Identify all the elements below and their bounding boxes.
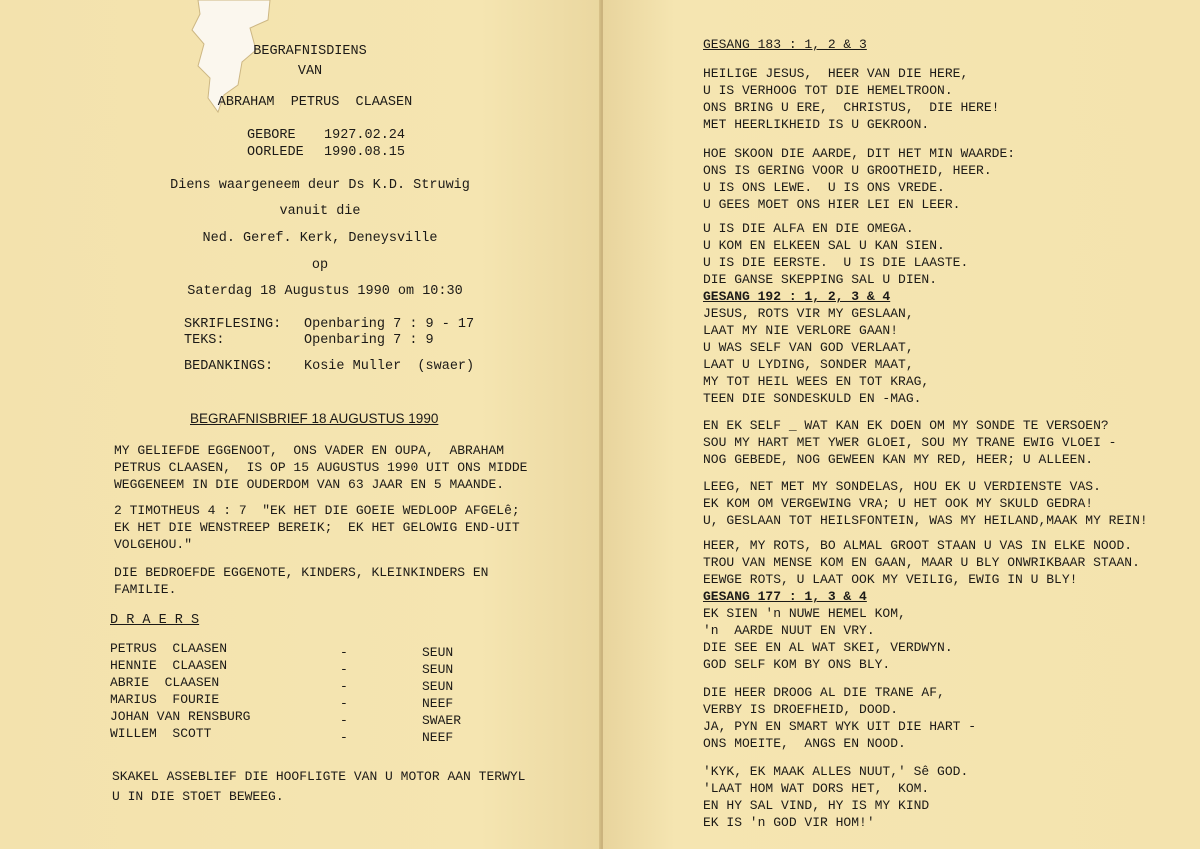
hymn-line: U KOM EN ELKEEN SAL U KAN SIEN.	[703, 238, 945, 253]
hymn-line: U IS VERHOOG TOT DIE HEMELTROON.	[703, 83, 953, 98]
hymn-line: TEEN DIE SONDESKULD EN -MAG.	[703, 391, 922, 406]
gebore-label: GEBORE	[247, 128, 296, 143]
gesang-192-heading: GESANG 192 : 1, 2, 3 & 4	[703, 289, 891, 304]
hymn-line: MY TOT HEIL WEES EN TOT KRAG,	[703, 374, 930, 389]
verse-line: EK HET DIE WENSTREEP BEREIK; EK HET GELOWIG END-UIT	[114, 520, 520, 535]
hymn-line: LAAT MY NIE VERLORE GAAN!	[703, 323, 899, 338]
right-page	[603, 0, 1200, 849]
draer-name: ABRIE CLAASEN	[110, 675, 220, 690]
brief-line: WEGGENEEM IN DIE OUDERDOM VAN 63 JAAR EN 5 MAANDE.	[114, 477, 505, 492]
draer-relation: NEEF	[422, 696, 454, 711]
deceased-name: ABRAHAM PETRUS CLAASEN	[217, 95, 413, 110]
hymn-line: U IS DIE ALFA EN DIE OMEGA.	[703, 221, 914, 236]
draer-name: PETRUS CLAASEN	[110, 641, 228, 656]
family-line: DIE BEDROEFDE EGGENOTE, KINDERS, KLEINKINDERS EN	[114, 565, 489, 580]
skriflesing-value: Openbaring 7 : 9 - 17	[304, 317, 475, 332]
hymn-line: HOE SKOON DIE AARDE, DIT HET MIN WAARDE:	[703, 146, 1016, 161]
hymn-line: U GEES MOET ONS HIER LEI EN LEER.	[703, 197, 961, 212]
service-title: BEGRAFNISDIENS	[253, 44, 367, 59]
hymn-line: EN EK SELF _ WAT KAN EK DOEN OM MY SONDE TE VERSOEN?	[703, 418, 1109, 433]
hymn-line: EK SIEN 'n NUWE HEMEL KOM,	[703, 606, 906, 621]
hymn-line: EK KOM OM VERGEWING VRA; U HET OOK MY SKULD GEDRA!	[703, 496, 1094, 511]
oorlede-label: OORLEDE	[247, 145, 304, 160]
hymn-line: DIE GANSE SKEPPING SAL U DIEN.	[703, 272, 938, 287]
gesang-177-heading: GESANG 177 : 1, 3 & 4	[703, 589, 867, 604]
hymn-line: U, GESLAAN TOT HEILSFONTEIN, WAS MY HEILAND,MAAK MY REIN!	[703, 513, 1148, 528]
hymn-line: HEER, MY ROTS, BO ALMAL GROOT STAAN U VAS IN ELKE NOOD.	[703, 538, 1133, 553]
gesang-183-heading: GESANG 183 : 1, 2 & 3	[703, 37, 867, 52]
hymn-line: TROU VAN MENSE KOM EN GAAN, MAAR U BLY ONWRIKBAAR STAAN.	[703, 555, 1140, 570]
draer-dash: -	[340, 713, 348, 728]
hymn-line: 'KYK, EK MAAK ALLES NUUT,' Sê GOD.	[703, 764, 969, 779]
draer-dash: -	[340, 645, 348, 660]
service-date: Saterdag 18 Augustus 1990 om 10:30	[187, 284, 463, 299]
hymn-line: HEILIGE JESUS, HEER VAN DIE HERE,	[703, 66, 969, 81]
verse-line: 2 TIMOTHEUS 4 : 7 "EK HET DIE GOEIE WEDLOOP AFGELê;	[114, 503, 520, 518]
oorlede-date: 1990.08.15	[324, 145, 406, 160]
brief-line: PETRUS CLAASEN, IS OP 15 AUGUSTUS 1990 UIT ONS MIDDE	[114, 460, 528, 475]
draer-dash: -	[340, 696, 348, 711]
hymn-line: EEWGE ROTS, U LAAT OOK MY VEILIG, EWIG IN U BLY!	[703, 572, 1078, 587]
draer-name: WILLEM SCOTT	[110, 726, 212, 741]
draer-name: HENNIE CLAASEN	[110, 658, 228, 673]
draer-name: MARIUS FOURIE	[110, 692, 220, 707]
hymn-line: DIE HEER DROOG AL DIE TRANE AF,	[703, 685, 945, 700]
van-line: VAN	[297, 64, 323, 79]
hymn-line: U IS ONS LEWE. U IS ONS VREDE.	[703, 180, 945, 195]
hymn-line: MET HEERLIKHEID IS U GEKROON.	[703, 117, 930, 132]
skakel-line: SKAKEL ASSEBLIEF DIE HOOFLIGTE VAN U MOTOR AAN TERWYL	[112, 769, 526, 784]
hymn-line: 'n AARDE NUUT EN VRY.	[703, 623, 875, 638]
officiant-line: Diens waargeneem deur Ds K.D. Struwig	[170, 178, 470, 193]
church-line: Ned. Geref. Kerk, Deneysville	[202, 231, 438, 246]
hymn-line: ONS IS GERING VOOR U GROOTHEID, HEER.	[703, 163, 992, 178]
hymn-line: JA, PYN EN SMART WYK UIT DIE HART -	[703, 719, 977, 734]
gebore-date: 1927.02.24	[324, 128, 406, 143]
draer-dash: -	[340, 662, 348, 677]
hymn-line: SOU MY HART MET YWER GLOEI, SOU MY TRANE EWIG VLOEI -	[703, 435, 1117, 450]
draer-name: JOHAN VAN RENSBURG	[110, 709, 251, 724]
hymn-line: U IS DIE EERSTE. U IS DIE LAASTE.	[703, 255, 969, 270]
bedankings-label: BEDANKINGS:	[184, 359, 274, 374]
draer-relation: NEEF	[422, 730, 454, 745]
skriflesing-label: SKRIFLESING:	[184, 317, 282, 332]
hymn-line: LAAT U LYDING, SONDER MAAT,	[703, 357, 914, 372]
hymn-line: EN HY SAL VIND, HY IS MY KIND	[703, 798, 930, 813]
hymn-line: LEEG, NET MET MY SONDELAS, HOU EK U VERDIENSTE VAS.	[703, 479, 1101, 494]
hymn-line: EK IS 'n GOD VIR HOM!'	[703, 815, 875, 830]
draer-relation: SEUN	[422, 662, 454, 677]
hymn-line: DIE SEE EN AL WAT SKEI, VERDWYN.	[703, 640, 953, 655]
hymn-line: JESUS, ROTS VIR MY GESLAAN,	[703, 306, 914, 321]
bedankings-value: Kosie Muller (swaer)	[304, 359, 475, 374]
draer-relation: SEUN	[422, 645, 454, 660]
hymn-line: NOG GEBEDE, NOG GEWEEN KAN MY RED, HEER; U ALLEEN.	[703, 452, 1094, 467]
brief-line: MY GELIEFDE EGGENOOT, ONS VADER EN OUPA, ABRAHAM	[114, 443, 505, 458]
draers-heading: D R A E R S	[110, 613, 200, 628]
skakel-line: U IN DIE STOET BEWEEG.	[112, 789, 284, 804]
hymn-line: U WAS SELF VAN GOD VERLAAT,	[703, 340, 914, 355]
verse-line: VOLGEHOU."	[114, 537, 193, 552]
draer-relation: SEUN	[422, 679, 454, 694]
op-line: op	[311, 258, 329, 273]
hymn-line: ONS MOEITE, ANGS EN NOOD.	[703, 736, 906, 751]
teks-value: Openbaring 7 : 9	[304, 333, 434, 348]
draer-dash: -	[340, 679, 348, 694]
teks-label: TEKS:	[184, 333, 225, 348]
brief-heading: BEGRAFNISBRIEF 18 AUGUSTUS 1990	[190, 411, 439, 426]
hymn-line: VERBY IS DROEFHEID, DOOD.	[703, 702, 899, 717]
hymn-line: ONS BRING U ERE, CHRISTUS, DIE HERE!	[703, 100, 1000, 115]
family-line: FAMILIE.	[114, 582, 177, 597]
vanuit-line: vanuit die	[279, 204, 361, 219]
hymn-line: GOD SELF KOM BY ONS BLY.	[703, 657, 891, 672]
draer-dash: -	[340, 730, 348, 745]
draer-relation: SWAER	[422, 713, 462, 728]
hymn-line: 'LAAT HOM WAT DORS HET, KOM.	[703, 781, 930, 796]
